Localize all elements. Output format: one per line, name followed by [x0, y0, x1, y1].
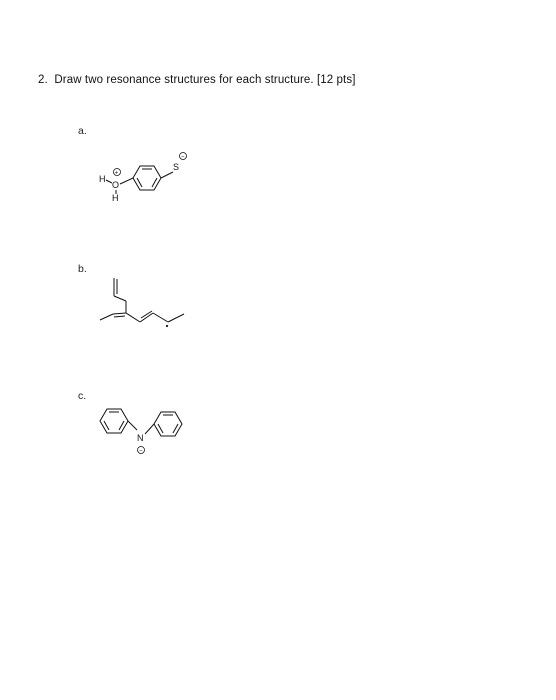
- bond-n-ring: [145, 424, 154, 434]
- atom-h-bottom: H: [112, 193, 119, 203]
- part-a-label: a.: [78, 125, 87, 137]
- atom-o: O: [112, 180, 120, 190]
- minus-charge: −: [181, 154, 185, 161]
- atom-n: N: [137, 433, 144, 443]
- plus-charge: +: [114, 170, 119, 177]
- bond-ring-n: [128, 421, 137, 430]
- atom-h-top: H: [99, 174, 106, 184]
- question-number: 2.: [38, 74, 48, 86]
- n-minus-charge: −: [139, 448, 143, 455]
- part-b-label: b.: [78, 263, 87, 275]
- part-c-label: c.: [78, 390, 87, 402]
- atom-s: S: [173, 162, 180, 172]
- question-prompt: Draw two resonance structures for each structure. [12 pts]: [54, 74, 356, 86]
